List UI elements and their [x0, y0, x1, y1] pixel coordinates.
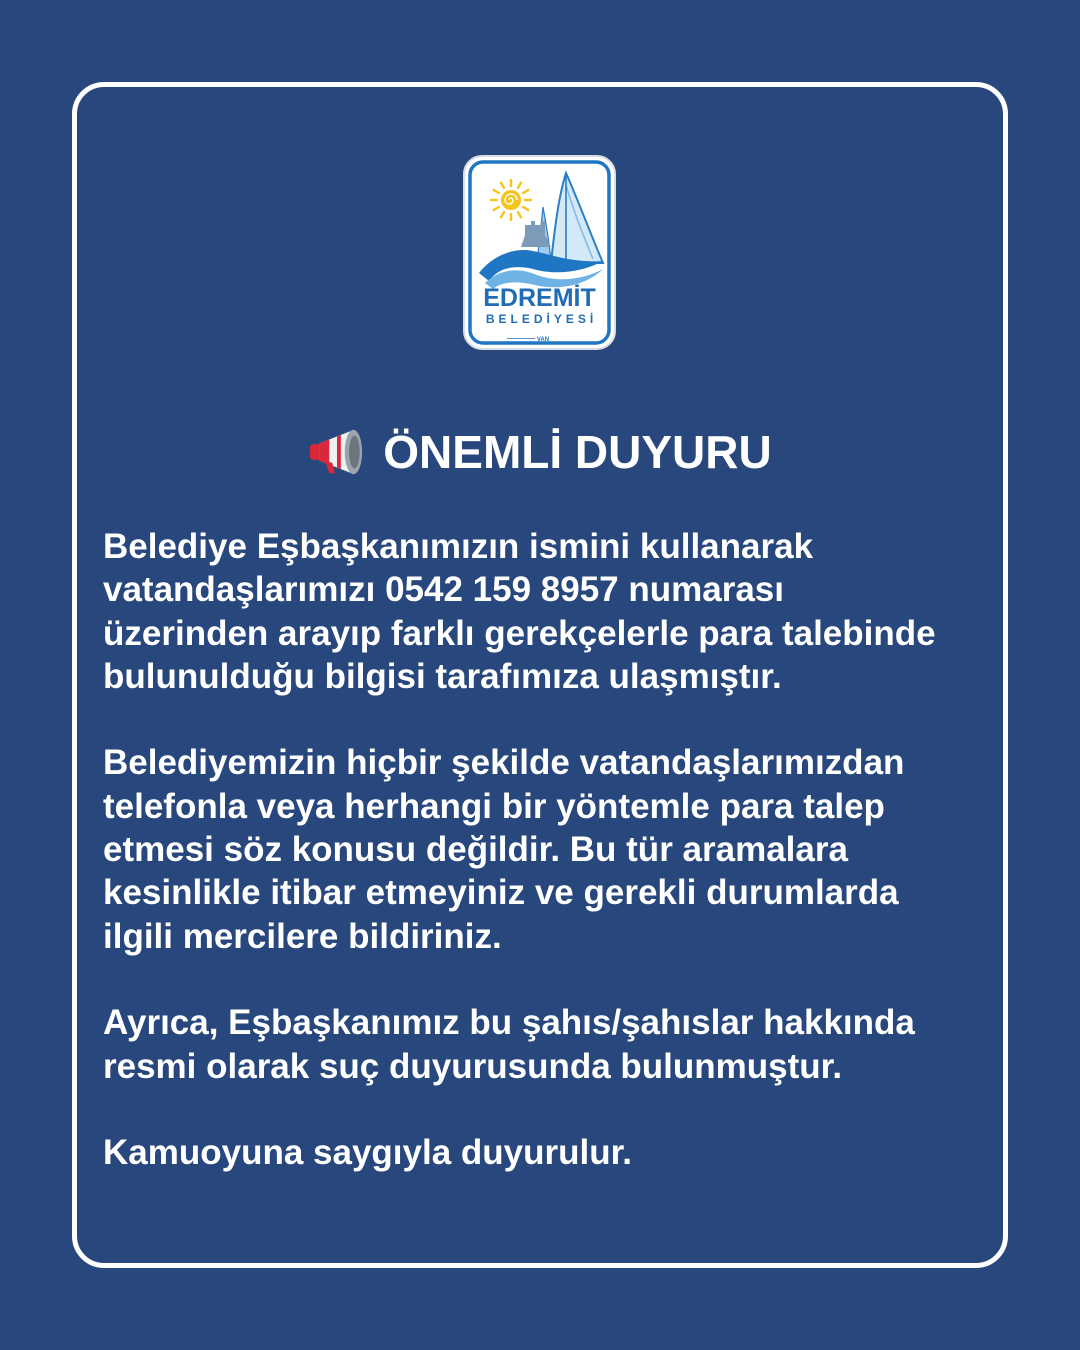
- title-text: ÖNEMLİ DUYURU: [383, 426, 772, 478]
- announcement-paragraph-2: [103, 741, 998, 957]
- paragraph-line: kesinlikle itibar etmeyiniz ve gerekli durumlarda: [103, 873, 899, 913]
- municipality-logo: [463, 155, 616, 350]
- paragraph-line: üzerinden arayıp farklı gerekçelerle para talebinde: [103, 613, 936, 653]
- paragraph-line: Ayrıca, Eşbaşkanımız bu şahıs/şahıslar hakkında: [103, 1003, 915, 1043]
- logo-subtitle: BELEDİYESİ: [485, 312, 598, 326]
- announcement-body: [103, 525, 998, 1218]
- announcement-title: [0, 420, 1080, 484]
- paragraph-line: ilgili mercilere bildiriniz.: [103, 916, 502, 956]
- announcement-closing: [103, 1131, 998, 1174]
- paragraph-line: Belediyemizin hiçbir şekilde vatandaşlarımızdan: [103, 743, 905, 783]
- paragraph-line: bulunulduğu bilgisi tarafımıza ulaşmıştır.: [103, 656, 782, 696]
- paragraph-line: Belediye Eşbaşkanımızın ismini kullanarak: [103, 527, 814, 566]
- megaphone-icon: [308, 426, 366, 478]
- paragraph-line: telefonla veya herhangi bir yöntemle para talep: [103, 786, 885, 826]
- paragraph-line: vatandaşlarımızı 0542 159 8957 numarası: [103, 570, 784, 610]
- announcement-paragraph-1: [103, 525, 998, 698]
- logo-name: EDREMİT: [483, 284, 596, 312]
- paragraph-line: etmesi söz konusu değildir. Bu tür aramalara: [103, 830, 848, 870]
- paragraph-line: resmi olarak suç duyurusunda bulunmuştur.: [103, 1046, 843, 1086]
- paragraph-line: Kamuoyuna saygıyla duyurulur.: [103, 1133, 633, 1173]
- logo-region: VAN: [536, 337, 550, 343]
- announcement-paragraph-3: [103, 1001, 998, 1088]
